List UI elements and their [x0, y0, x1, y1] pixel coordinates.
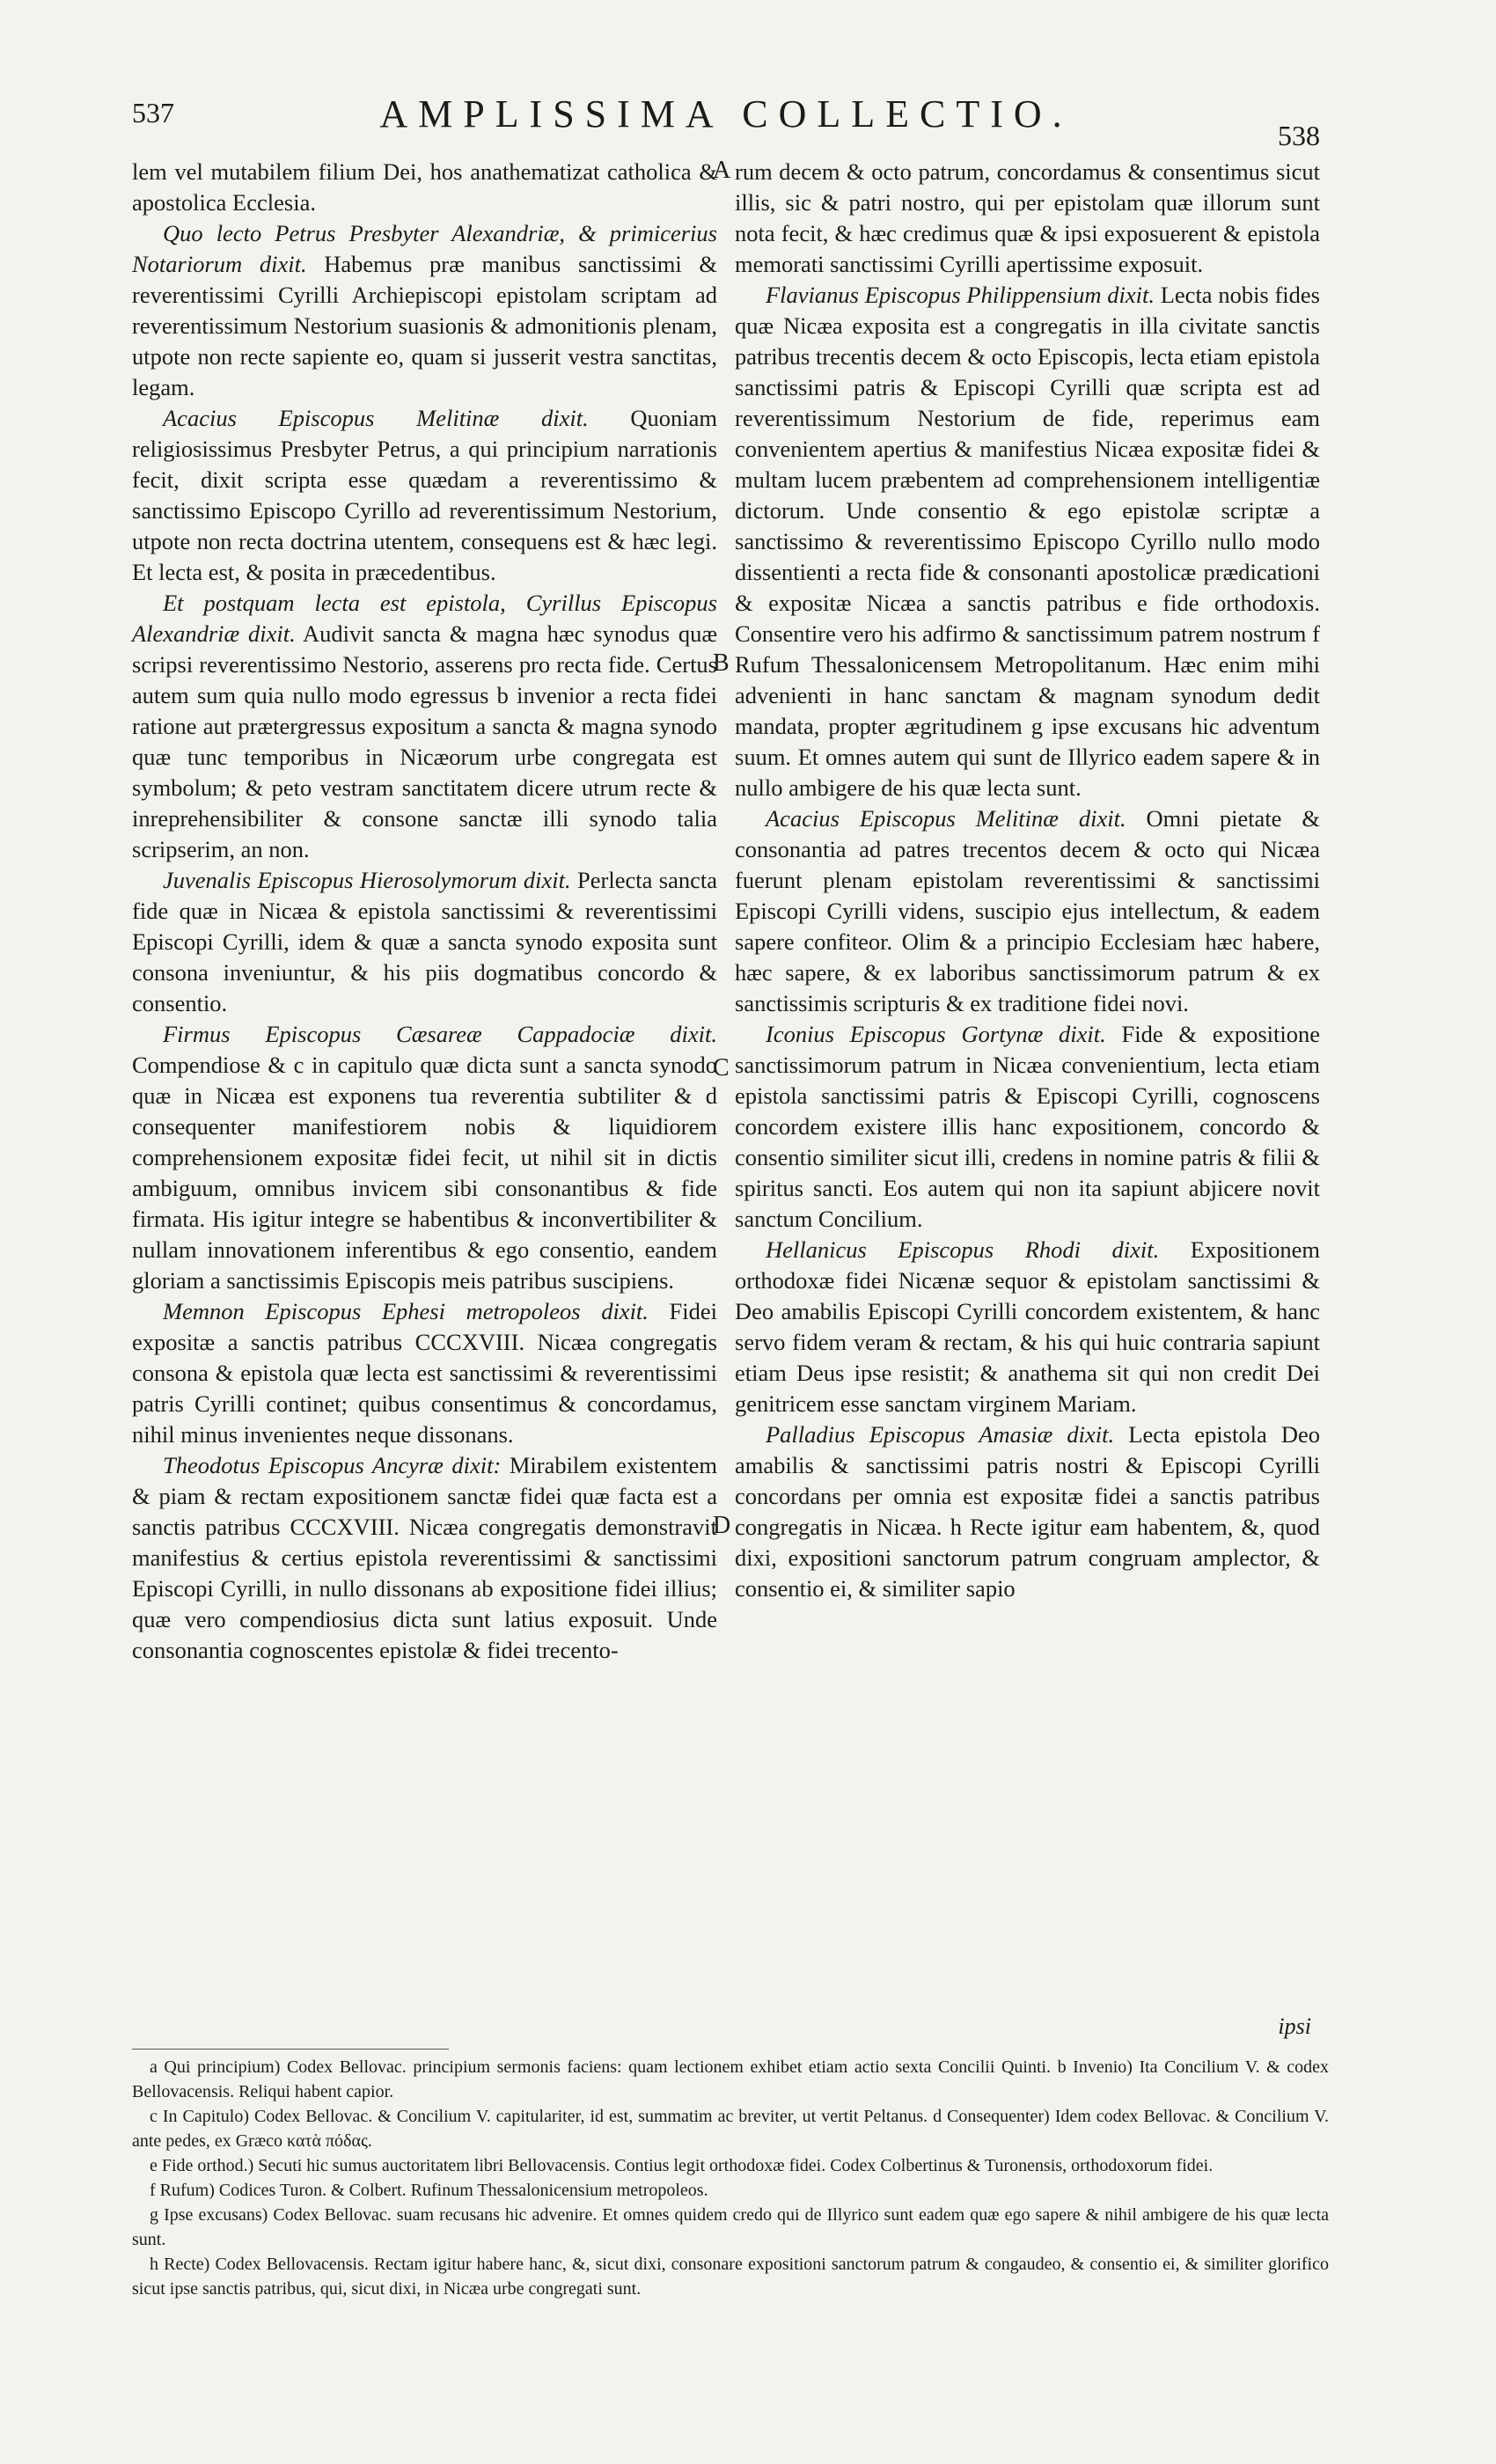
paragraph-text: Audivit sancta & magna hæc synodus quæ scripsi reverentissimo Nestorio, asserens pro recta fide. Certus autem sum quia nullo modo egressus b invenior a recta fidei ratione aut prætergressus expositum a sancta & magna synodo quæ tunc temporibus in Nicæorum urbe congregata est symbolum; & peto vestram sanctitatem dicere utrum recte & inreprehensibiliter & consone sanctæ illi synodo talia scripserim, an non.	[132, 620, 717, 862]
footnote: h Recte) Codex Bellovacensis. Rectam igitur habere hanc, &, sicut dixi, consonare expositioni sanctorum patrum & congaudeo, & consentio ei, & similiter glorifico sicut ipse sanctis patribus, qui, sicut dixi, in Nicæa urbe congregati sunt.	[132, 2255, 1329, 2299]
footnotes	[132, 2055, 1329, 2301]
speaker-heading: Firmus Episcopus Cæsareæ Cappadociæ dixit.	[163, 1021, 717, 1047]
speaker-heading: Palladius Episcopus Amasiæ dixit.	[766, 1421, 1115, 1448]
speaker-heading: Quo lecto Petrus Presbyter Alexandriæ, & primicerius Notariorum dixit.	[132, 220, 717, 277]
speaker-heading: Theodotus Episcopus Ancyræ dixit:	[163, 1452, 502, 1478]
footnote: g Ipse excusans) Codex Bellovac. suam recusans hic advenire. Et omnes quidem credo qui de Illyrico sunt eadem quæ ego sapere & nihil ambigere de his quæ lecta sunt.	[132, 2205, 1329, 2249]
speaker-heading: Et postquam lecta est epistola, Cyrillus Episcopus Alexandriæ dixit.	[132, 590, 717, 647]
paragraph	[735, 1235, 1320, 1419]
page-number-left: 537	[132, 97, 174, 128]
paragraph-text: Habemus præ manibus sanctissimi & reverentissimi Cyrilli Archiepiscopi epistolam scriptam ad reverentissimum Nestorium suasionis & admonitionis plenam, utpote non recte sapiente eo, quam si jusserit vestra sanctitas, legam.	[132, 251, 718, 400]
running-title: AMPLISSIMA COLLECTIO.	[379, 92, 1073, 136]
paragraph	[132, 588, 717, 865]
speaker-heading: Hellanicus Episcopus Rhodi dixit.	[766, 1236, 1160, 1263]
paragraph	[132, 1450, 717, 1666]
paragraph	[132, 218, 717, 403]
paragraph-text: Expositionem orthodoxæ fidei Nicænæ sequor & epistolam sanctissimi & Deo amabilis Episcopi Cyrilli concordem existentem, & hanc servo fidem veram & rectam, & his qui huic contraria sapiunt etiam Deus ipse resistit; & anathema sit qui non credit Dei genitricem esse sanctam virginem Mariam.	[735, 1236, 1320, 1417]
paragraph-text: Fidei expositæ a sanctis patribus CCCXVIII. Nicæa congregatis consona & epistola quæ lecta est sanctissimi & reverentissimi patris Cyrilli continet; quibus consentimus & concordamus, nihil minus invenientes neque dissonans.	[132, 1298, 717, 1448]
speaker-heading: Flavianus Episcopus Philippensium dixit.	[766, 282, 1155, 308]
left-column	[132, 157, 717, 1666]
footnote-rule	[132, 2049, 449, 2050]
paragraph-text: Mirabilem existentem & piam & rectam expositionem sanctæ fidei quæ facta est a sanctis patribus CCCXVIII. Nicæa congregatis demonstravit manifestius & certius epistola reverentissimi & sanctissimi Episcopi Cyrilli, in nullo dissonans ab expositione fidei illius; quæ vero compendiosius dicta sunt latius exposuit. Unde consonantia cognoscentes epistolæ & fidei trecento-	[132, 1452, 717, 1663]
paragraph-text: Quoniam religiosissimus Presbyter Petrus, a qui principium narrationis fecit, dixit scripta esse quædam a reverentissimo & sanctissimo Episcopo Cyrillo ad reverentissimum Nestorium, utpote non recta doctrina utentem, consequens est & hæc legi. Et lecta est, & posita in præcedentibus.	[132, 405, 717, 585]
paragraph	[735, 157, 1320, 280]
paragraph	[735, 1019, 1320, 1235]
paragraph	[132, 865, 717, 1019]
speaker-heading: Acacius Episcopus Melitinæ dixit.	[766, 805, 1126, 832]
paragraph	[132, 1296, 717, 1450]
paragraph-text: Omni pietate & consonantia ad patres trecentos decem & octo qui Nicæa fuerunt plenam epistolam reverentissimi & sanctissimi Episcopi Cyrilli videns, suscipio ejus intellectum, & eadem sapere confiteor. Olim & a principio Ecclesiam hæc habere, hæc sapere, & ex laboribus sanctissimorum patrum & ex sanctissimis scripturis & ex traditione fidei novi.	[735, 805, 1320, 1016]
paragraph	[735, 280, 1320, 803]
paragraph-text: Fide & expositione sanctissimorum patrum in Nicæa convenientium, lecta etiam epistola sanctissimi patris & Episcopi Cyrilli, cognoscens concordem existere illis hanc expositionem, concordo & consentio similiter sicut illi, credens in nomine patris & filii & spiritus sancti. Eos autem qui non ita sapiunt abjicere novit sanctum Concilium.	[735, 1021, 1320, 1232]
speaker-heading: Iconius Episcopus Gortynæ dixit.	[766, 1021, 1106, 1047]
paragraph-text: Compendiose & c in capitulo quæ dicta sunt a sancta synodo quæ in Nicæa est exponens tua reverentia subtiliter & d consequenter manifestiorem nobis & liquidiorem comprehensionem expositæ fidei fecit, ut nihil sit in dictis ambiguum, omnibus invicem sibi consonantibus & fide firmata. His igitur integre se habentibus & inconvertibiliter & nullam innovationem inferentibus & ego consentio, eandem gloriam a sanctissimis Episcopis meis patribus suscipiens.	[132, 1052, 717, 1294]
page-number-right: 538	[1278, 120, 1320, 151]
paragraph-text: Perlecta sancta fide quæ in Nicæa & epistola sanctissimi & reverentissimi Episcopi Cyrilli, idem & quæ a sancta synodo exposita sunt consona inveniuntur, & his piis dogmatibus concordo & consentio.	[132, 867, 717, 1016]
margin-letter-a: A	[713, 157, 731, 184]
paragraph	[735, 803, 1320, 1019]
paragraph	[132, 403, 717, 588]
margin-letter-d: D	[713, 1512, 731, 1539]
margin-letter-b: B	[713, 649, 730, 677]
footnote: c In Capitulo) Codex Bellovac. & Concilium V. capitulariter, id est, summatim ac breviter, ut vertit Peltanus. d Consequenter) Idem codex Bellovac. & Concilium V. ante pedes, ex Græco κατὰ πόδας.	[132, 2107, 1329, 2151]
speaker-heading: Juvenalis Episcopus Hierosolymorum dixit.	[163, 867, 571, 893]
paragraph-text: Lecta nobis fides quæ Nicæa exposita est a congregatis in illa civitate sanctis patribus trecentis decem & octo Episcopis, lecta etiam epistola sanctissimi patris & Episcopi Cyrilli quæ scripta est ad reverentissimum Nestorium de fide, reperimus eam convenientem apertius & manifestius Nicæa expositæ fidei & multam lucem præbentem ad comprehensionem intelligentiæ dictorum. Unde consentio & ego epistolæ scriptæ a sanctissimo & reverentissimo Episcopo Cyrillo nullo modo dissentienti a recta fide & consonanti apostolicæ prædicationi & expositæ Nicæa a sanctis patribus e fide orthodoxis. Consentire vero his adfirmo & sanctissimum patrem nostrum f Rufum Thessalonicensem Metropolitanum. Hæc enim mihi advenienti in hanc sanctam & magnam synodum dedit mandata, propter ægritudinem g ipse excusans hic adventum suum. Et omnes autem qui sunt de Illyrico eadem sapere & in nullo ambigere de his quæ lecta sunt.	[735, 282, 1320, 801]
paragraph	[132, 1019, 717, 1296]
paragraph	[132, 157, 717, 218]
catchword: ipsi	[1278, 2013, 1311, 2039]
paragraph-text: Lecta epistola Deo amabilis & sanctissimi patris nostri & Episcopi Cyrilli concordans per omnia est expositæ fidei a sanctis patribus congregatis in Nicæa. h Recte igitur eam habentem, &, quod dixi, expositioni sanctorum patrum congruam amplector, & consentio ei, & similiter sapio	[735, 1421, 1320, 1602]
footnote: a Qui principium) Codex Bellovac. principium sermonis faciens: quam lectionem exhibet etiam actio sexta Concilii Quinti. b Invenio) Ita Concilium V. & codex Bellovacensis. Reliqui habent capior.	[132, 2057, 1329, 2101]
margin-letter-c: C	[713, 1054, 730, 1082]
speaker-heading: Acacius Episcopus Melitinæ dixit.	[163, 405, 589, 431]
paragraph	[735, 1419, 1320, 1604]
right-column	[735, 157, 1320, 1604]
paragraph-text: lem vel mutabilem filium Dei, hos anathematizat catholica & apostolica Ecclesia.	[132, 158, 717, 216]
footnote: e Fide orthod.) Secuti hic sumus auctoritatem libri Bellovacensis. Contius legit orthodoxæ fidei. Codex Colbertinus & Turonensis, orthodoxorum fidei.	[150, 2156, 1214, 2175]
paragraph-text: rum decem & octo patrum, concordamus & consentimus sicut illis, sic & patri nostro, qui per epistolam quæ illorum sunt nota fecit, & hæc credimus quæ & ipsi exposuerent & epistola memorati sanctissimi Cyrilli apertissime exposuit.	[735, 158, 1320, 277]
footnote: f Rufum) Codices Turon. & Colbert. Rufinum Thessalonicensium metropoleos.	[150, 2181, 708, 2200]
speaker-heading: Memnon Episcopus Ephesi metropoleos dixit.	[163, 1298, 649, 1324]
page-header	[132, 84, 1320, 151]
